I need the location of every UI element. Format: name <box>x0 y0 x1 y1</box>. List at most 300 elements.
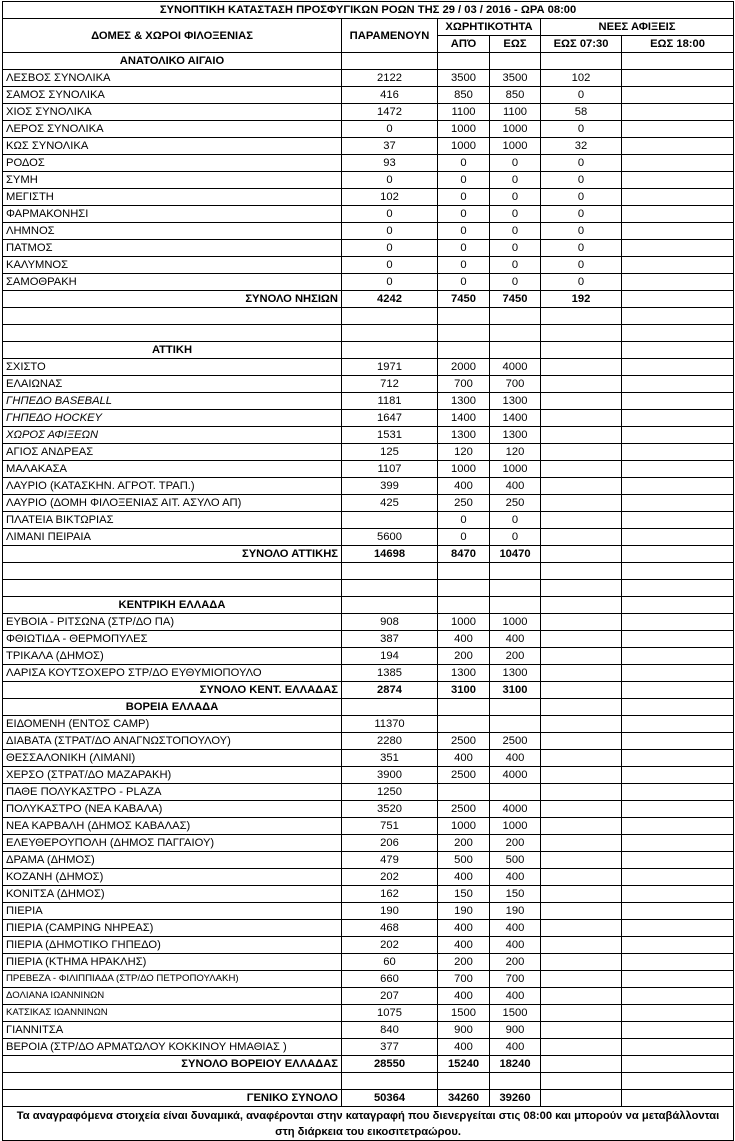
cell-remaining: 1531 <box>342 427 438 444</box>
cell-to: 1000 <box>490 461 541 478</box>
cell-to: 900 <box>490 1022 541 1039</box>
empty-cell <box>3 563 342 580</box>
cell-from: 0 <box>438 172 490 189</box>
cell-to: 250 <box>490 495 541 512</box>
cell-a0730: 0 <box>541 223 622 240</box>
facility-name: ΒΕΡΟΙΑ (ΣΤΡ/ΔΟ ΑΡΜΑΤΩΛΟΥ ΚΟΚΚΙΝΟΥ ΗΜΑΘΙΑΣ ) <box>3 1039 342 1056</box>
spacer-row <box>3 1073 734 1090</box>
cell-to: 400 <box>490 750 541 767</box>
cell-a0730 <box>541 886 622 903</box>
cell-remaining: 387 <box>342 631 438 648</box>
cell-from: 0 <box>438 274 490 291</box>
cell-from: 1000 <box>438 138 490 155</box>
cell-a1800 <box>622 903 734 920</box>
cell-from: 500 <box>438 852 490 869</box>
table-row <box>3 189 734 206</box>
empty-cell <box>490 308 541 325</box>
cell-a0730: 0 <box>541 274 622 291</box>
table-row <box>3 767 734 784</box>
table-row <box>3 376 734 393</box>
table-row <box>3 410 734 427</box>
header-capacity-from: ΑΠΌ <box>438 36 490 53</box>
facility-name: ΚΩΣ ΣΥΝΟΛΙΚΑ <box>3 138 342 155</box>
empty-cell <box>490 53 541 70</box>
cell-to: 0 <box>490 172 541 189</box>
cell-from: 900 <box>438 1022 490 1039</box>
cell-a1800 <box>622 155 734 172</box>
cell-remaining: 194 <box>342 648 438 665</box>
cell-a1800 <box>622 1022 734 1039</box>
cell-to: 700 <box>490 376 541 393</box>
cell-remaining: 50364 <box>342 1090 438 1107</box>
table-row <box>3 971 734 988</box>
empty-cell <box>490 597 541 614</box>
cell-a1800 <box>622 665 734 682</box>
refugee-flows-table <box>2 1 734 1141</box>
facility-name: ΓΗΠΕΔΟ BASEBALL <box>3 393 342 410</box>
cell-a0730 <box>541 359 622 376</box>
cell-to: 39260 <box>490 1090 541 1107</box>
cell-a0730: 0 <box>541 172 622 189</box>
cell-a1800 <box>622 376 734 393</box>
cell-to: 0 <box>490 512 541 529</box>
cell-from: 400 <box>438 869 490 886</box>
table-row <box>3 155 734 172</box>
cell-remaining: 840 <box>342 1022 438 1039</box>
cell-a0730: 102 <box>541 70 622 87</box>
total-label: ΣΥΝΟΛΟ ΒΟΡΕΙΟΥ ΕΛΛΑΔΑΣ <box>3 1056 342 1073</box>
cell-to: 1500 <box>490 1005 541 1022</box>
cell-a0730: 0 <box>541 155 622 172</box>
empty-cell <box>622 1073 734 1090</box>
cell-to: 200 <box>490 835 541 852</box>
facility-name: ΚΟΝΙΤΣΑ (ΔΗΜΟΣ) <box>3 886 342 903</box>
cell-remaining: 0 <box>342 257 438 274</box>
empty-cell <box>342 308 438 325</box>
cell-a0730 <box>541 410 622 427</box>
empty-cell <box>342 699 438 716</box>
facility-name: ΧΩΡΟΣ ΑΦΙΞΕΩΝ <box>3 427 342 444</box>
cell-a0730 <box>541 869 622 886</box>
cell-from: 400 <box>438 478 490 495</box>
cell-to <box>490 716 541 733</box>
cell-to: 1000 <box>490 818 541 835</box>
empty-cell <box>622 53 734 70</box>
cell-from: 3100 <box>438 682 490 699</box>
table-row <box>3 852 734 869</box>
cell-to: 4000 <box>490 801 541 818</box>
cell-from: 700 <box>438 376 490 393</box>
cell-from: 0 <box>438 189 490 206</box>
facility-name: ΛΕΡΟΣ ΣΥΝΟΛΙΚΑ <box>3 121 342 138</box>
cell-to: 0 <box>490 529 541 546</box>
spacer-row <box>3 580 734 597</box>
cell-a1800 <box>622 87 734 104</box>
empty-cell <box>622 699 734 716</box>
cell-a1800 <box>622 750 734 767</box>
cell-a0730 <box>541 444 622 461</box>
facility-name: ΕΛΑΙΩΝΑΣ <box>3 376 342 393</box>
table-row <box>3 427 734 444</box>
facility-name: ΘΕΣΣΑΛΟΝΙΚΗ (ΛΙΜΑΝΙ) <box>3 750 342 767</box>
table-row <box>3 1022 734 1039</box>
cell-a1800 <box>622 937 734 954</box>
section-title: ΚΕΝΤΡΙΚΗ ΕΛΛΑΔΑ <box>3 597 342 614</box>
header-new-arrivals: ΝΕΕΣ ΑΦΙΞΕΙΣ <box>541 19 734 36</box>
facility-name: ΕΥΒΟΙΑ - ΡΙΤΣΩΝΑ (ΣΤΡ/ΔΟ ΠΑ) <box>3 614 342 631</box>
empty-cell <box>342 53 438 70</box>
facility-name: ΔΡΑΜΑ (ΔΗΜΟΣ) <box>3 852 342 869</box>
facility-name: ΠΑΤΜΟΣ <box>3 240 342 257</box>
cell-to: 400 <box>490 988 541 1005</box>
cell-from: 400 <box>438 937 490 954</box>
cell-to: 1300 <box>490 427 541 444</box>
table-row <box>3 512 734 529</box>
cell-to: 1100 <box>490 104 541 121</box>
cell-remaining: 202 <box>342 937 438 954</box>
cell-a0730 <box>541 682 622 699</box>
cell-to: 0 <box>490 206 541 223</box>
cell-a0730 <box>541 665 622 682</box>
cell-a1800 <box>622 478 734 495</box>
table-row <box>3 903 734 920</box>
cell-from: 1000 <box>438 614 490 631</box>
table-row <box>3 87 734 104</box>
table-row <box>3 444 734 461</box>
table-row <box>3 121 734 138</box>
cell-remaining: 162 <box>342 886 438 903</box>
cell-a0730 <box>541 631 622 648</box>
facility-name: ΛΙΜΑΝΙ ΠΕΙΡΑΙΑ <box>3 529 342 546</box>
cell-a1800 <box>622 104 734 121</box>
facility-name: ΚΑΛΥΜΝΟΣ <box>3 257 342 274</box>
cell-from: 0 <box>438 529 490 546</box>
cell-a0730 <box>541 784 622 801</box>
cell-a1800 <box>622 223 734 240</box>
cell-a1800 <box>622 461 734 478</box>
facility-name: ΧΙΟΣ ΣΥΝΟΛΙΚΑ <box>3 104 342 121</box>
cell-a1800 <box>622 716 734 733</box>
cell-to: 1000 <box>490 121 541 138</box>
cell-to: 18240 <box>490 1056 541 1073</box>
cell-a0730 <box>541 393 622 410</box>
cell-from: 0 <box>438 257 490 274</box>
total-row <box>3 1056 734 1073</box>
cell-a1800 <box>622 1005 734 1022</box>
empty-cell <box>622 342 734 359</box>
cell-a0730 <box>541 903 622 920</box>
table-row <box>3 495 734 512</box>
empty-cell <box>342 342 438 359</box>
cell-a1800 <box>622 512 734 529</box>
empty-cell <box>438 597 490 614</box>
empty-cell <box>490 342 541 359</box>
cell-remaining: 4242 <box>342 291 438 308</box>
cell-remaining: 202 <box>342 869 438 886</box>
facility-name: ΓΙΑΝΝΙΤΣΑ <box>3 1022 342 1039</box>
facility-name: ΦΘΙΩΤΙΔΑ - ΘΕΡΜΟΠΥΛΕΣ <box>3 631 342 648</box>
cell-a1800 <box>622 648 734 665</box>
cell-from: 120 <box>438 444 490 461</box>
table-row <box>3 784 734 801</box>
cell-to: 700 <box>490 971 541 988</box>
total-label: ΣΥΝΟΛΟ ΑΤΤΙΚΗΣ <box>3 546 342 563</box>
table-row <box>3 138 734 155</box>
cell-a1800 <box>622 70 734 87</box>
cell-to: 1300 <box>490 665 541 682</box>
facility-name: ΝΕΑ ΚΑΡΒΑΛΗ (ΔΗΜΟΣ ΚΑΒΑΛΑΣ) <box>3 818 342 835</box>
facility-name: ΣΑΜΟΣ ΣΥΝΟΛΙΚΑ <box>3 87 342 104</box>
cell-remaining: 2874 <box>342 682 438 699</box>
cell-from: 190 <box>438 903 490 920</box>
cell-a0730 <box>541 1056 622 1073</box>
table-row <box>3 70 734 87</box>
cell-from: 34260 <box>438 1090 490 1107</box>
cell-from: 2000 <box>438 359 490 376</box>
cell-a0730 <box>541 1039 622 1056</box>
cell-a1800 <box>622 886 734 903</box>
cell-remaining: 1385 <box>342 665 438 682</box>
facility-name: ΜΑΛΑΚΑΣΑ <box>3 461 342 478</box>
empty-cell <box>490 1073 541 1090</box>
cell-to: 0 <box>490 274 541 291</box>
cell-from: 400 <box>438 988 490 1005</box>
table-row <box>3 988 734 1005</box>
cell-to: 2500 <box>490 733 541 750</box>
cell-a1800 <box>622 818 734 835</box>
cell-remaining: 425 <box>342 495 438 512</box>
cell-a0730 <box>541 529 622 546</box>
facility-name: ΣΧΙΣΤΟ <box>3 359 342 376</box>
table-row <box>3 393 734 410</box>
cell-a0730 <box>541 427 622 444</box>
cell-a1800 <box>622 682 734 699</box>
cell-a1800 <box>622 971 734 988</box>
facility-name: ΛΕΣΒΟΣ ΣΥΝΟΛΙΚΑ <box>3 70 342 87</box>
table-row <box>3 257 734 274</box>
cell-a1800 <box>622 291 734 308</box>
empty-cell <box>490 563 541 580</box>
cell-from: 8470 <box>438 546 490 563</box>
facility-name: ΚΟΖΑΝΗ (ΔΗΜΟΣ) <box>3 869 342 886</box>
cell-to: 400 <box>490 631 541 648</box>
cell-remaining: 3900 <box>342 767 438 784</box>
facility-name: ΕΙΔΟΜΕΝΗ (ΕΝΤΟΣ CAMP) <box>3 716 342 733</box>
table-row <box>3 1039 734 1056</box>
cell-from: 0 <box>438 206 490 223</box>
empty-cell <box>622 308 734 325</box>
cell-a1800 <box>622 869 734 886</box>
cell-from: 200 <box>438 648 490 665</box>
cell-remaining: 2122 <box>342 70 438 87</box>
cell-a0730 <box>541 716 622 733</box>
total-row <box>3 291 734 308</box>
cell-to: 0 <box>490 155 541 172</box>
cell-a0730: 0 <box>541 206 622 223</box>
cell-a0730 <box>541 801 622 818</box>
facility-name: ΤΡΙΚΑΛΑ (ΔΗΜΟΣ) <box>3 648 342 665</box>
table-row <box>3 648 734 665</box>
footnote: Τα αναγραφόμενα στοιχεία είναι δυναμικά, αναφέρονται στην καταγραφή που διενεργείται στις 08:00 και μπορούν να μεταβάλλονται στη διάρκεια του εικοσιτετραώρου. <box>3 1107 734 1141</box>
header-arrivals-1800: ΕΩΣ 18:00 <box>622 36 734 53</box>
cell-to: 400 <box>490 920 541 937</box>
cell-a1800 <box>622 784 734 801</box>
empty-cell <box>342 597 438 614</box>
cell-a0730 <box>541 767 622 784</box>
cell-remaining: 1647 <box>342 410 438 427</box>
cell-remaining: 190 <box>342 903 438 920</box>
cell-a1800 <box>622 733 734 750</box>
cell-from: 7450 <box>438 291 490 308</box>
header-capacity: ΧΩΡΗΤΙΚΟΤΗΤΑ <box>438 19 541 36</box>
cell-a1800 <box>622 529 734 546</box>
cell-from: 0 <box>438 240 490 257</box>
facility-name: ΛΑΥΡΙΟ (ΚΑΤΑΣΚΗΝ. ΑΓΡΟΤ. ΤΡΑΠ.) <box>3 478 342 495</box>
cell-to: 1300 <box>490 393 541 410</box>
table-row <box>3 1005 734 1022</box>
cell-to: 7450 <box>490 291 541 308</box>
cell-a0730: 0 <box>541 189 622 206</box>
cell-a0730 <box>541 988 622 1005</box>
cell-from: 2500 <box>438 733 490 750</box>
table-row <box>3 240 734 257</box>
cell-to: 0 <box>490 257 541 274</box>
empty-cell <box>541 597 622 614</box>
cell-remaining: 416 <box>342 87 438 104</box>
cell-from: 1300 <box>438 427 490 444</box>
cell-from: 700 <box>438 971 490 988</box>
cell-a1800 <box>622 427 734 444</box>
cell-a0730 <box>541 920 622 937</box>
cell-a0730 <box>541 971 622 988</box>
cell-a0730 <box>541 852 622 869</box>
empty-cell <box>342 580 438 597</box>
cell-from: 1300 <box>438 665 490 682</box>
empty-cell <box>438 1073 490 1090</box>
cell-from <box>438 784 490 801</box>
cell-a1800 <box>622 495 734 512</box>
cell-a1800 <box>622 257 734 274</box>
cell-remaining: 1075 <box>342 1005 438 1022</box>
cell-a0730 <box>541 461 622 478</box>
cell-remaining: 712 <box>342 376 438 393</box>
empty-cell <box>622 563 734 580</box>
cell-remaining: 11370 <box>342 716 438 733</box>
empty-cell <box>438 325 490 342</box>
table-row <box>3 359 734 376</box>
cell-a1800 <box>622 614 734 631</box>
cell-remaining: 660 <box>342 971 438 988</box>
empty-cell <box>541 580 622 597</box>
cell-to: 4000 <box>490 359 541 376</box>
cell-a0730 <box>541 1005 622 1022</box>
facility-name: ΦΑΡΜΑΚΟΝΗΣΙ <box>3 206 342 223</box>
cell-a1800 <box>622 172 734 189</box>
cell-to: 850 <box>490 87 541 104</box>
empty-cell <box>438 699 490 716</box>
spacer-row <box>3 325 734 342</box>
cell-remaining: 0 <box>342 223 438 240</box>
cell-a1800 <box>622 546 734 563</box>
cell-a0730 <box>541 954 622 971</box>
cell-remaining: 207 <box>342 988 438 1005</box>
empty-cell <box>490 580 541 597</box>
cell-to: 0 <box>490 240 541 257</box>
cell-from: 400 <box>438 1039 490 1056</box>
total-row <box>3 682 734 699</box>
table-row <box>3 818 734 835</box>
empty-cell <box>622 597 734 614</box>
header-row-1 <box>3 19 734 36</box>
header-capacity-to: ΕΩΣ <box>490 36 541 53</box>
cell-remaining: 1107 <box>342 461 438 478</box>
cell-a1800 <box>622 1039 734 1056</box>
cell-from: 2500 <box>438 767 490 784</box>
cell-to: 200 <box>490 954 541 971</box>
cell-to: 1000 <box>490 614 541 631</box>
cell-remaining: 93 <box>342 155 438 172</box>
cell-remaining: 37 <box>342 138 438 155</box>
cell-remaining: 1250 <box>342 784 438 801</box>
cell-a0730 <box>541 614 622 631</box>
table-row <box>3 954 734 971</box>
cell-a1800 <box>622 274 734 291</box>
cell-to: 10470 <box>490 546 541 563</box>
cell-from: 1500 <box>438 1005 490 1022</box>
cell-remaining: 468 <box>342 920 438 937</box>
facility-name: ΠΙΕΡΙΑ (CAMPING ΝΗΡΕΑΣ) <box>3 920 342 937</box>
cell-remaining: 5600 <box>342 529 438 546</box>
cell-remaining: 60 <box>342 954 438 971</box>
facility-name: ΠΛΑΤΕΙΑ ΒΙΚΤΩΡΙΑΣ <box>3 512 342 529</box>
cell-a0730: 32 <box>541 138 622 155</box>
empty-cell <box>541 342 622 359</box>
table-row <box>3 461 734 478</box>
cell-a0730 <box>541 818 622 835</box>
cell-a1800 <box>622 240 734 257</box>
header-facilities: ΔΟΜΕΣ & ΧΩΡΟΙ ΦΙΛΟΞΕΝΙΑΣ <box>3 19 342 53</box>
table-row <box>3 665 734 682</box>
facility-name: ΛΗΜΝΟΣ <box>3 223 342 240</box>
facility-name: ΛΑΡΙΣΑ ΚΟΥΤΣΟΧΕΡΟ ΣΤΡ/ΔΟ ΕΥΘΥΜΙΟΠΟΥΛΟ <box>3 665 342 682</box>
facility-name: ΔΙΑΒΑΤΑ (ΣΤΡΑΤ/ΔΟ ΑΝΑΓΝΩΣΤΟΠΟΥΛΟΥ) <box>3 733 342 750</box>
cell-a1800 <box>622 954 734 971</box>
facility-name: ΠΑΘΕ ΠΟΛΥΚΑΣΤΡΟ - PLAZA <box>3 784 342 801</box>
empty-cell <box>3 1073 342 1090</box>
cell-from: 200 <box>438 835 490 852</box>
spacer-row <box>3 563 734 580</box>
cell-a1800 <box>622 801 734 818</box>
cell-a0730 <box>541 1022 622 1039</box>
table-row <box>3 172 734 189</box>
section-header-row <box>3 597 734 614</box>
empty-cell <box>490 699 541 716</box>
cell-to: 3500 <box>490 70 541 87</box>
section-title: ΒΟΡΕΙΑ ΕΛΛΑΔΑ <box>3 699 342 716</box>
cell-remaining: 377 <box>342 1039 438 1056</box>
empty-cell <box>438 563 490 580</box>
cell-a0730 <box>541 648 622 665</box>
cell-to: 190 <box>490 903 541 920</box>
empty-cell <box>541 1073 622 1090</box>
facility-name: ΔΟΛΙΑΝΑ ΙΩΑΝΝΙΝΩΝ <box>3 988 342 1005</box>
table-row <box>3 937 734 954</box>
table-row <box>3 801 734 818</box>
cell-to: 400 <box>490 1039 541 1056</box>
cell-remaining: 0 <box>342 240 438 257</box>
cell-remaining: 125 <box>342 444 438 461</box>
cell-from: 400 <box>438 631 490 648</box>
